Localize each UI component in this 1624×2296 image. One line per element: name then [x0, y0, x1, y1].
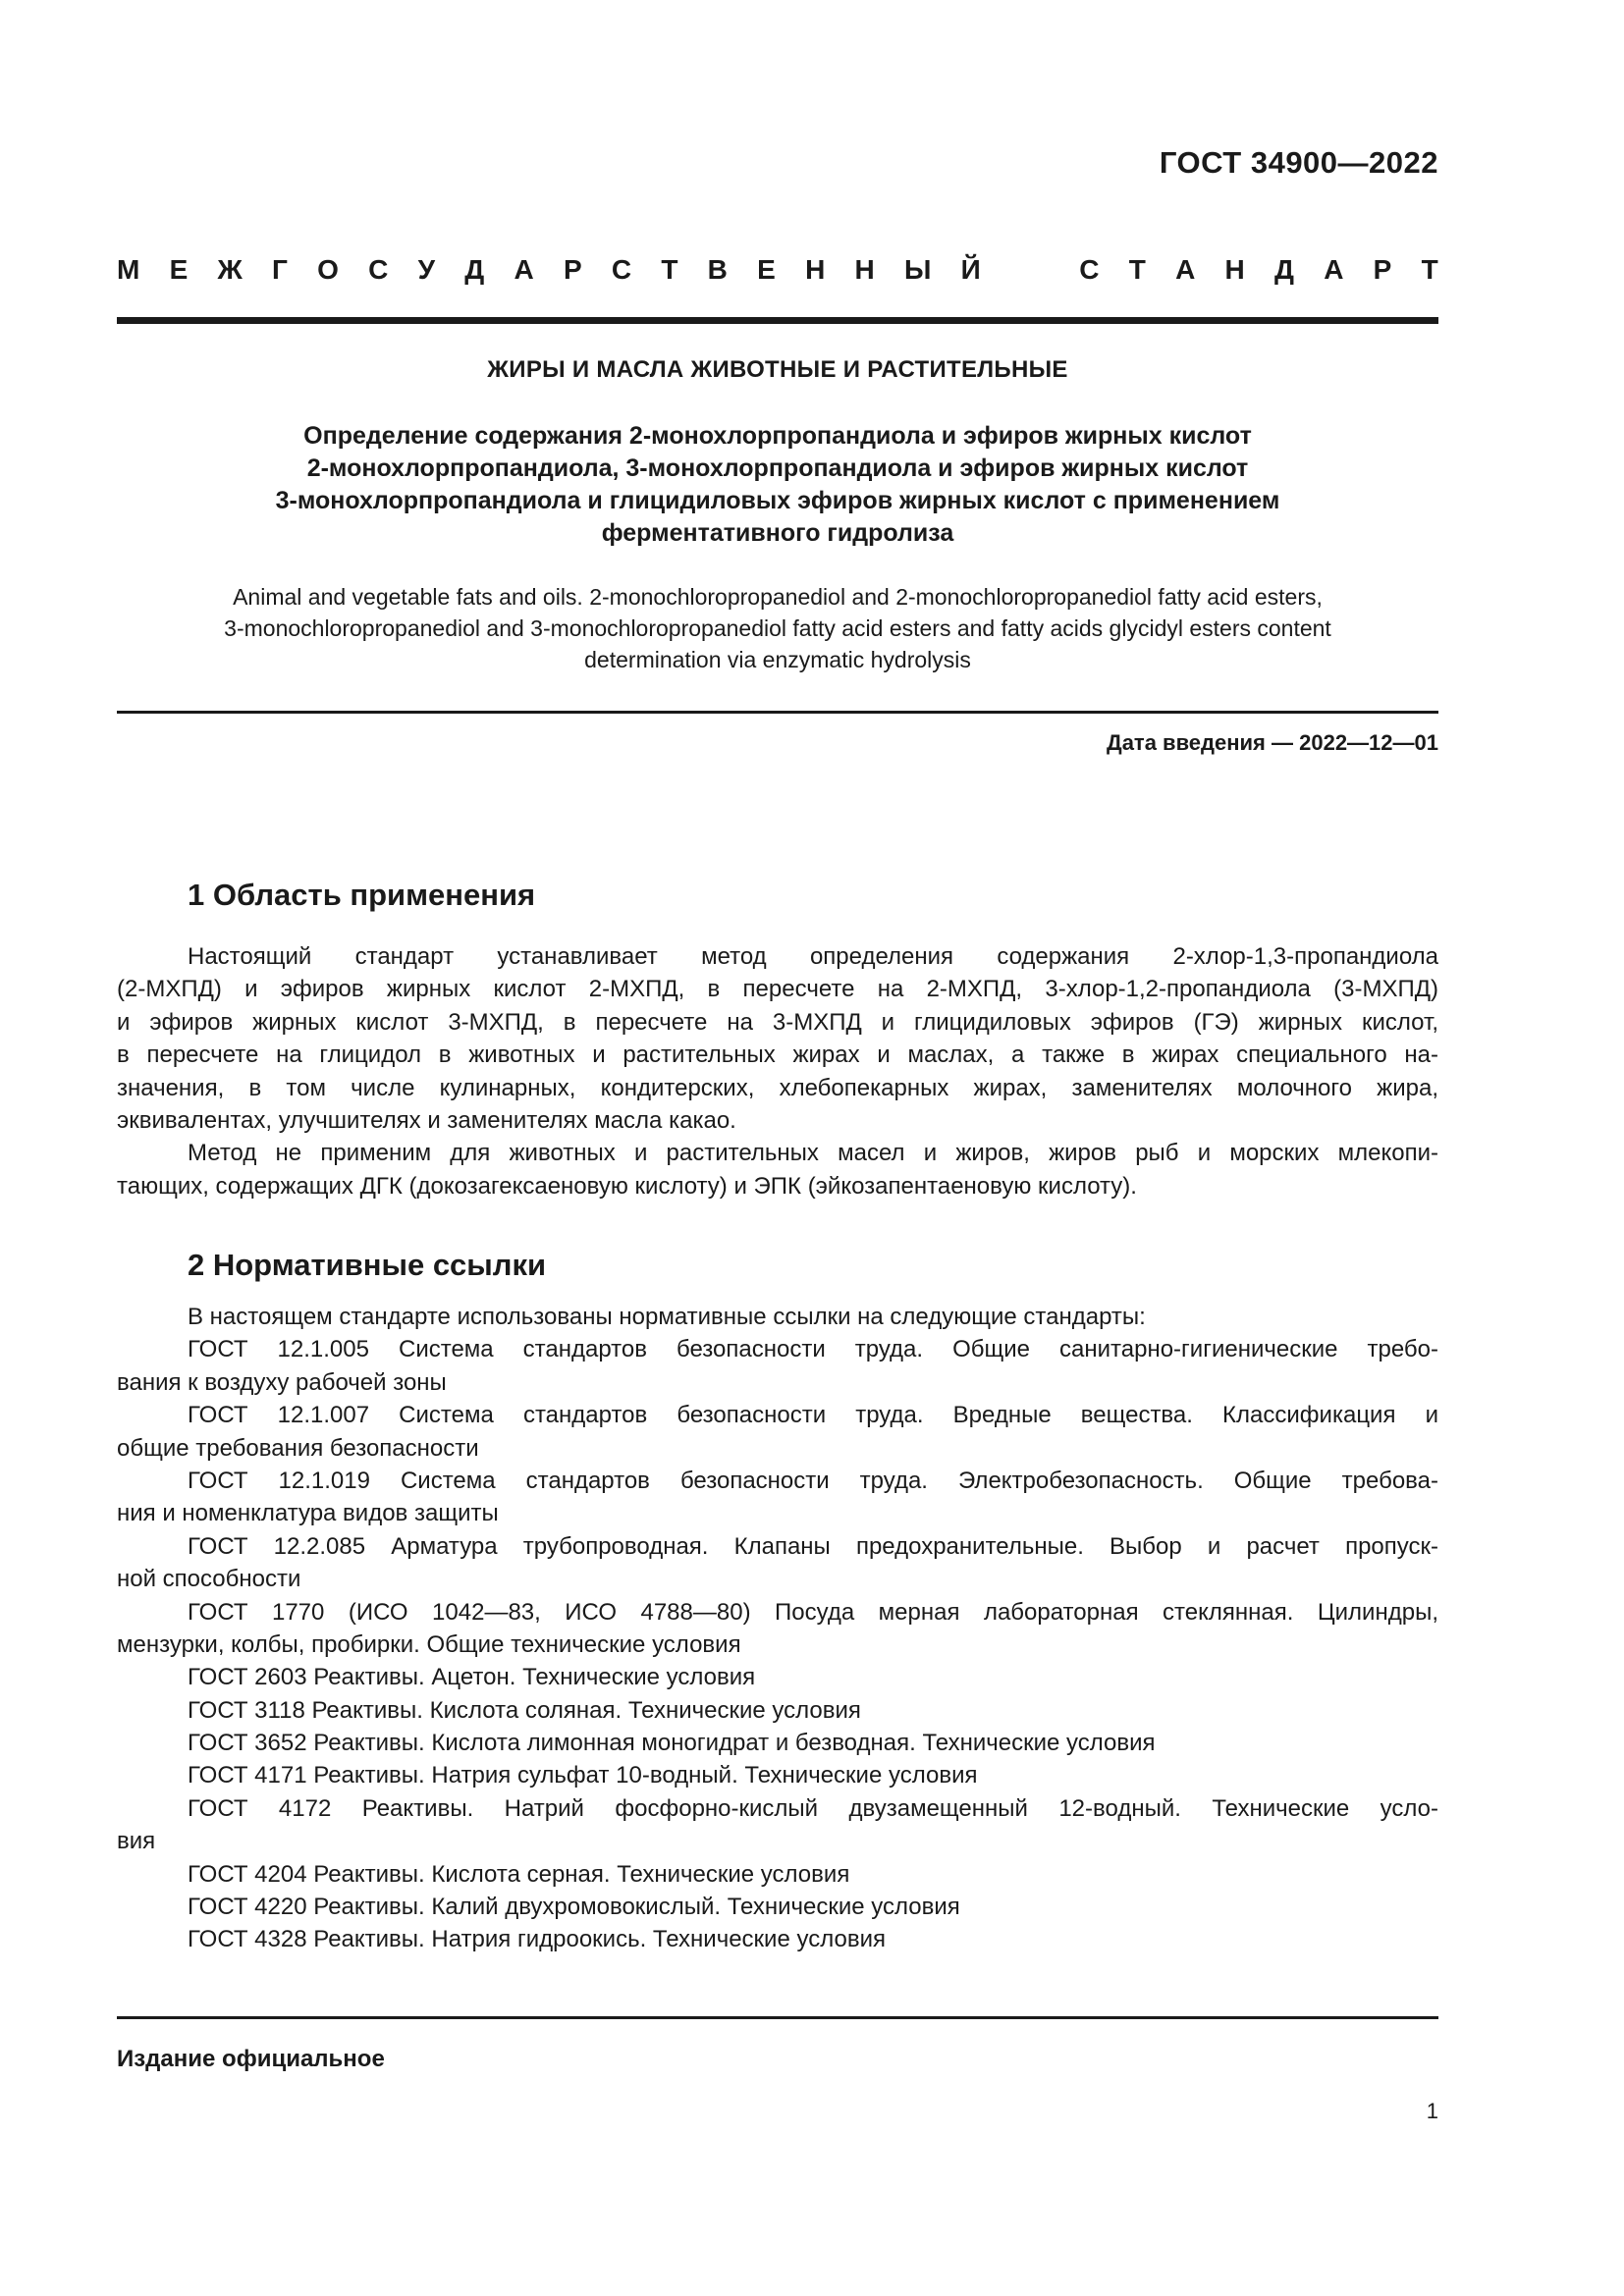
- reference-line: ГОСТ 12.1.005 Система стандартов безопасности труда. Общие санитарно-гигиенические требо-: [188, 1336, 1438, 1363]
- reference-line: ГОСТ 12.1.007 Система стандартов безопасности труда. Вредные вещества. Классификация и: [188, 1402, 1438, 1429]
- banner-letter: Ж: [217, 254, 243, 285]
- introduction-date: Дата введения — 2022—12—01: [1107, 730, 1438, 755]
- reference-line: ГОСТ 4220 Реактивы. Калий двухромовокислый. Технические условия: [188, 1894, 960, 1921]
- banner-letter: У: [417, 254, 436, 285]
- footer-divider: [117, 2016, 1438, 2019]
- reference-line: вания к воздуху рабочей зоны: [117, 1368, 447, 1396]
- english-title-line: determination via enzymatic hydrolysis: [584, 647, 971, 672]
- reference-line: общие требования безопасности: [117, 1434, 479, 1462]
- banner-letter: Т: [1128, 254, 1146, 285]
- paragraph-line: Настоящий стандарт устанавливает метод определения содержания 2-хлор-1,3-пропандиола: [188, 943, 1438, 970]
- standard-number: ГОСТ 34900—2022: [1159, 145, 1438, 180]
- paragraph-line: эквивалентах, улучшителях и заменителях масла какао.: [117, 1106, 736, 1134]
- banner-word-gap: [1010, 253, 1050, 287]
- banner-letter: А: [514, 254, 534, 285]
- reference-line: ной способности: [117, 1566, 301, 1593]
- banner-letter: Е: [757, 254, 776, 285]
- english-title-line: 3-monochloropropanediol and 3-monochloropropanediol fatty acid esters and fatty acids glycidyl esters content: [224, 615, 1331, 641]
- reference-line: ГОСТ 2603 Реактивы. Ацетон. Технические условия: [188, 1664, 756, 1691]
- english-title-line: Animal and vegetable fats and oils. 2-monochloropropanediol and 2-monochloropropanediol fatty acid esters,: [233, 584, 1323, 610]
- banner-letter: Ы: [904, 254, 932, 285]
- document-title: ЖИРЫ И МАСЛА ЖИВОТНЫЕ И РАСТИТЕЛЬНЫЕ: [487, 356, 1068, 383]
- reference-line: вия: [117, 1828, 156, 1855]
- reference-line: ГОСТ 4328 Реактивы. Натрия гидроокись. Технические условия: [188, 1926, 886, 1953]
- banner-letter: С: [368, 254, 389, 285]
- banner-letter: А: [1175, 254, 1196, 285]
- interstate-standard-banner: [117, 253, 1438, 287]
- section-1-heading: 1 Область применения: [188, 878, 536, 912]
- subtitle-line: Определение содержания 2-монохлорпропандиола и эфиров жирных кислот: [303, 422, 1252, 450]
- banner-letter: Д: [464, 254, 485, 285]
- banner-letter: О: [317, 254, 339, 285]
- official-edition-label: Издание официальное: [117, 2046, 385, 2072]
- banner-letter: В: [707, 254, 728, 285]
- paragraph-line: Метод не применим для животных и растительных масел и жиров, жиров рыб и морских млекопи-: [188, 1140, 1438, 1167]
- banner-letter: Г: [272, 254, 288, 285]
- title-divider: [117, 711, 1438, 714]
- subtitle-line: ферментативного гидролиза: [601, 519, 954, 547]
- document-subtitle: [117, 420, 1438, 550]
- english-title: [117, 581, 1438, 675]
- paragraph-line: тающих, содержащих ДГК (докозагексаеновую кислоту) и ЭПК (эйкозапентаеновую кислоту).: [117, 1172, 1137, 1200]
- page-number: 1: [1426, 2099, 1438, 2123]
- banner-letter: Н: [854, 254, 875, 285]
- banner-letter: С: [1079, 254, 1100, 285]
- reference-line: ГОСТ 1770 (ИСО 1042—83, ИСО 4788—80) Посуда мерная лабораторная стеклянная. Цилиндры,: [188, 1598, 1438, 1626]
- banner-letter: Н: [805, 254, 826, 285]
- document-page: [117, 0, 1438, 2296]
- banner-letter: Й: [960, 254, 981, 285]
- reference-line: ния и номенклатура видов защиты: [117, 1500, 499, 1527]
- section-2-body: [117, 1301, 1438, 1956]
- reference-line: ГОСТ 4171 Реактивы. Натрия сульфат 10-водный. Технические условия: [188, 1762, 978, 1789]
- banner-letter: Р: [563, 254, 582, 285]
- section-1-body: [117, 940, 1438, 1202]
- header-divider: [117, 317, 1438, 324]
- banner-letter: Т: [661, 254, 678, 285]
- banner-letter: Д: [1274, 254, 1294, 285]
- reference-line: ГОСТ 12.1.019 Система стандартов безопасности труда. Электробезопасность. Общие требова-: [188, 1467, 1438, 1494]
- reference-line: ГОСТ 12.2.085 Арматура трубопроводная. Клапаны предохранительные. Выбор и расчет пропуск-: [188, 1532, 1438, 1560]
- subtitle-line: 2-монохлорпропандиола, 3-монохлорпропандиола и эфиров жирных кислот: [306, 454, 1249, 482]
- banner-letter: Т: [1421, 254, 1438, 285]
- reference-line: ГОСТ 3652 Реактивы. Кислота лимонная моногидрат и безводная. Технические условия: [188, 1730, 1156, 1757]
- banner-letter: А: [1324, 254, 1344, 285]
- subtitle-line: 3-монохлорпропандиола и глицидиловых эфиров жирных кислот с применением: [275, 487, 1280, 514]
- reference-line: ГОСТ 3118 Реактивы. Кислота соляная. Технические условия: [188, 1696, 861, 1724]
- paragraph-line: (2-МХПД) и эфиров жирных кислот 2-МХПД, в пересчете на 2-МХПД, 3-хлор-1,2-пропандиола (3-МХПД): [117, 976, 1438, 1003]
- paragraph-line: значения, в том числе кулинарных, кондитерских, хлебопекарных жирах, заменителях молочного жира,: [117, 1074, 1438, 1101]
- section-2-heading: 2 Нормативные ссылки: [188, 1248, 547, 1282]
- reference-line: мензурки, колбы, пробирки. Общие технические условия: [117, 1630, 741, 1658]
- banner-letter: Н: [1224, 254, 1245, 285]
- banner-letter: Е: [169, 254, 189, 285]
- paragraph-line: и эфиров жирных кислот 3-МХПД, в пересчете на 3-МХПД и глицидиловых эфиров (ГЭ) жирных кислот,: [117, 1008, 1438, 1036]
- reference-line: ГОСТ 4204 Реактивы. Кислота серная. Технические условия: [188, 1860, 850, 1888]
- paragraph-line: В настоящем стандарте использованы нормативные ссылки на следующие стандарты:: [188, 1304, 1146, 1330]
- reference-line: ГОСТ 4172 Реактивы. Натрий фосфорно-кислый двузамещенный 12-водный. Технические усло-: [188, 1794, 1438, 1822]
- banner-letter: С: [611, 254, 632, 285]
- banner-letter: Р: [1373, 254, 1392, 285]
- paragraph-line: в пересчете на глицидол в животных и растительных жирах и маслах, а также в жирах специального на-: [117, 1041, 1438, 1069]
- banner-letter: М: [117, 254, 140, 285]
